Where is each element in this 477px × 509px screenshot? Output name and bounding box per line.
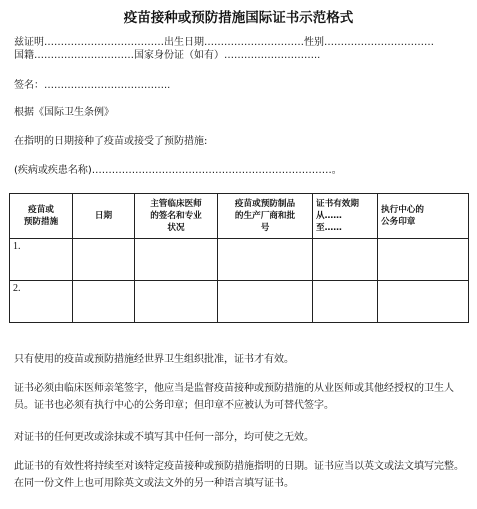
certificate-title: 疫苗接种或预防措施国际证书示范格式 bbox=[123, 10, 354, 26]
vaccination-statement: 在指明的日期接种了疫苗或接受了预防措施: bbox=[14, 136, 208, 147]
header-date: 日期 bbox=[73, 194, 135, 239]
identity-line: 兹证明………………………………出生日期…………………………性别…………………………… bbox=[14, 37, 434, 48]
row-number: 1. bbox=[10, 239, 73, 281]
table-cell bbox=[313, 239, 378, 281]
table-cell bbox=[378, 281, 469, 323]
header-vaccine: 疫苗或 预防措施 bbox=[10, 194, 73, 239]
regulation-reference: 根据《国际卫生条例》 bbox=[14, 107, 114, 118]
table-cell bbox=[135, 281, 218, 323]
table-body bbox=[10, 239, 469, 323]
table-cell bbox=[218, 281, 313, 323]
table-row bbox=[10, 239, 469, 281]
table-cell bbox=[135, 239, 218, 281]
signature-line: 签名：……………………………….. bbox=[14, 80, 171, 91]
table-cell bbox=[73, 239, 135, 281]
table-cell bbox=[378, 239, 469, 281]
note-alteration: 对证书的任何更改或涂抹或不填写其中任何一部分，均可使之无效。 bbox=[14, 432, 314, 443]
table-row bbox=[10, 281, 469, 323]
note-approval: 只有使用的疫苗或预防措施经世界卫生组织批准，证书才有效。 bbox=[14, 354, 294, 365]
nationality-line: 国籍…………………………国家身份证（如有）……………………….. bbox=[14, 50, 321, 61]
disease-name-line: (疾病或疾患名称)………………………………………………………………。 bbox=[14, 165, 342, 176]
header-clinician: 主管临床医师 的签名和专业 状况 bbox=[135, 194, 218, 239]
table-header-row bbox=[10, 194, 469, 239]
table-cell bbox=[73, 281, 135, 323]
header-stamp: 执行中心的 公务印章 bbox=[378, 194, 469, 239]
header-manufacturer: 疫苗或预防制品 的生产厂商和批 号 bbox=[218, 194, 313, 239]
note-validity: 此证书的有效性将持续至对该特定疫苗接种或预防措施指明的日期。证书应当以英文或法文填写完整。在同一份文件上也可用除英文或法文外的另一种语言填写证书。 bbox=[14, 461, 464, 489]
table-cell bbox=[313, 281, 378, 323]
row-number: 2. bbox=[10, 281, 73, 323]
table-cell bbox=[218, 239, 313, 281]
vaccination-table bbox=[9, 193, 469, 323]
note-signature: 证书必须由临床医师亲笔签字，他应当是监督疫苗接种或预防措施的从业医师或其他经授权的卫生人员。证书也必须有执行中心的公务印章；但印章不应被认为可替代签字。 bbox=[14, 383, 454, 411]
header-validity: 证书有效期 从…… 至…… bbox=[313, 194, 378, 239]
